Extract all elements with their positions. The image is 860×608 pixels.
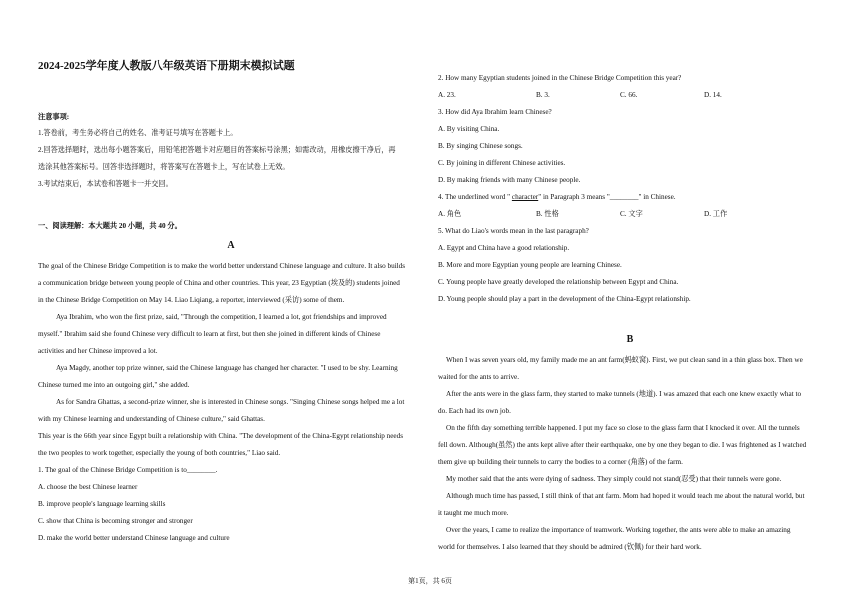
- passage-b-letter: B: [626, 334, 634, 345]
- question-2-option[interactable]: D. 14.: [704, 91, 722, 99]
- question-3-option[interactable]: A. By visiting China.: [438, 125, 500, 133]
- passage-a-letter: A: [227, 240, 235, 251]
- passage-b-line: fell down. Although(虽然) the ants kept alive after their earthquake, one by one they began to die. I was frightened as I watched: [438, 441, 807, 449]
- question-3-option[interactable]: C. By joining in different Chinese activities.: [438, 159, 566, 167]
- question-2-option[interactable]: B. 3.: [536, 91, 550, 99]
- passage-b-line: Although much time has passed, I still think of that ant farm. Mom had hoped it would teach me about the natural world, but: [446, 492, 805, 500]
- passage-a-line: Chinese turned me into an outgoing girl," she added.: [38, 381, 190, 389]
- note-item: 3.考试结束后，本试卷和答题卡一并交回。: [38, 180, 173, 188]
- passage-b-line: do. Each had its own job.: [438, 407, 511, 415]
- passage-b-line: it taught me much more.: [438, 509, 509, 517]
- passage-b-line: After the ants were in the glass farm, they started to make tunnels (地道). I was amazed that each one knew exactly what to: [446, 390, 802, 398]
- passage-b-line: On the fifth day something terrible happened. I put my face so close to the glass farm that I knocked it over. All the tunnels: [446, 424, 800, 432]
- passage-a-line: the two peoples to work together, especially the young of both countries," Liao said.: [38, 449, 281, 457]
- section-heading: 一、阅读理解：本大题共 20 小题，共 40 分。: [38, 222, 182, 230]
- question-2-option[interactable]: C. 66.: [620, 91, 638, 99]
- question-4-stem-post: " in Paragraph 3 means "________" in Chinese.: [538, 193, 676, 201]
- question-3-option[interactable]: B. By singing Chinese songs.: [438, 142, 523, 150]
- passage-a-line: with my Chinese learning and understanding of Chinese culture," said Ghattas.: [38, 415, 265, 423]
- passage-a-line: This year is the 66th year since Egypt built a relationship with China. "The development of the China-Egypt relationship needs: [38, 432, 404, 440]
- note-item: 2.回答选择题时，选出每小题答案后，用铅笔把答题卡对应题目的答案标号涂黑；如需改动，用橡皮擦干净后，再: [38, 146, 396, 154]
- passage-a-line: Aya Ibrahim, who won the first prize, said, "Through the competition, I learned a lot, got friendships and improved: [56, 313, 387, 321]
- question-4-option[interactable]: A. 角色: [438, 210, 462, 218]
- question-1-option[interactable]: D. make the world better understand Chinese language and culture: [38, 534, 230, 542]
- passage-a-line: As for Sandra Ghattas, a second-prize winner, she is interested in Chinese songs. "Singing Chinese songs helped me a lot: [56, 398, 405, 406]
- note-item: 选涂其他答案标号。回答非选择题时，将答案写在答题卡上，写在试卷上无效。: [38, 163, 290, 171]
- question-5-option[interactable]: C. Young people have greatly developed the relationship between Egypt and China.: [438, 278, 679, 286]
- question-3-option[interactable]: D. By making friends with many Chinese people.: [438, 176, 581, 184]
- passage-a-line: myself." Ibrahim said she found Chinese very difficult to learn at first, but then she joined in different kinds of Chinese: [38, 330, 381, 338]
- question-4-stem: [438, 193, 676, 202]
- question-4-option[interactable]: D. 工作: [704, 210, 728, 218]
- question-4-option[interactable]: C. 文字: [620, 210, 643, 218]
- passage-b-line: them give up building their tunnels to carry the bodies to a corner (角落) of the farm.: [438, 458, 683, 466]
- question-1-option[interactable]: C. show that China is becoming stronger and stronger: [38, 517, 193, 525]
- question-5-option[interactable]: D. Young people should play a part in the development of the China-Egypt relationship.: [438, 295, 691, 303]
- question-5-stem: 5. What do Liao's words mean in the last paragraph?: [438, 227, 589, 235]
- passage-a-line: activities and her Chinese improved a lot.: [38, 347, 158, 355]
- question-5-option[interactable]: A. Egypt and China have a good relationship.: [438, 244, 570, 252]
- page-title: 2024-2025学年度人教版八年级英语下册期末模拟试题: [38, 60, 295, 72]
- question-2-option[interactable]: A. 23.: [438, 91, 456, 99]
- question-2-stem: 2. How many Egyptian students joined in the Chinese Bridge Competition this year?: [438, 74, 682, 82]
- question-5-option[interactable]: B. More and more Egyptian young people are learning Chinese.: [438, 261, 622, 269]
- underlined-word: character: [511, 193, 539, 201]
- passage-b-line: When I was seven years old, my family made me an ant farm(蚂蚁窝). First, we put clean sand in a thin glass box. Then we: [446, 356, 803, 364]
- passage-a-line: The goal of the Chinese Bridge Competition is to make the world better understand Chinese language and culture. It also builds: [38, 262, 406, 270]
- passage-b-line: Over the years, I came to realize the importance of teamwork. Working together, the ants were able to make an amazing: [446, 526, 791, 534]
- passage-a-line: in the Chinese Bridge Competition on May 14. Liao Liqiang, a reporter, interviewed (采访) some of them.: [38, 296, 345, 304]
- question-4-stem-pre: 4. The underlined word ": [438, 193, 512, 201]
- page-footer: 第1页，共 6页: [408, 577, 452, 585]
- passage-b-line: world for themselves. I also learned that they should be admired (钦佩) for their hard work.: [438, 543, 702, 551]
- passage-b-line: My mother said that the ants were dying of sadness. They simply could not stand(忍受) that their tunnels were gone.: [446, 475, 782, 483]
- question-1-option[interactable]: B. improve people's language learning skills: [38, 500, 166, 508]
- note-item: 1.答卷前，考生务必将自己的姓名、准考证号填写在答题卡上。: [38, 129, 238, 137]
- question-3-stem: 3. How did Aya Ibrahim learn Chinese?: [438, 108, 552, 116]
- question-1-option[interactable]: A. choose the best Chinese learner: [38, 483, 138, 491]
- passage-a-line: a communication bridge between young people of China and other countries. This year, 23 Egyptian (埃及的) students joined: [38, 279, 400, 287]
- passage-b-line: waited for the ants to arrive.: [438, 373, 520, 381]
- notes-heading: 注意事项:: [38, 113, 70, 121]
- passage-a-line: Aya Magdy, another top prize winner, said the Chinese language has changed her character. "I used to be shy. Learning: [56, 364, 398, 372]
- question-4-option[interactable]: B. 性格: [536, 210, 559, 218]
- question-1-stem: 1. The goal of the Chinese Bridge Competition is to________.: [38, 466, 218, 474]
